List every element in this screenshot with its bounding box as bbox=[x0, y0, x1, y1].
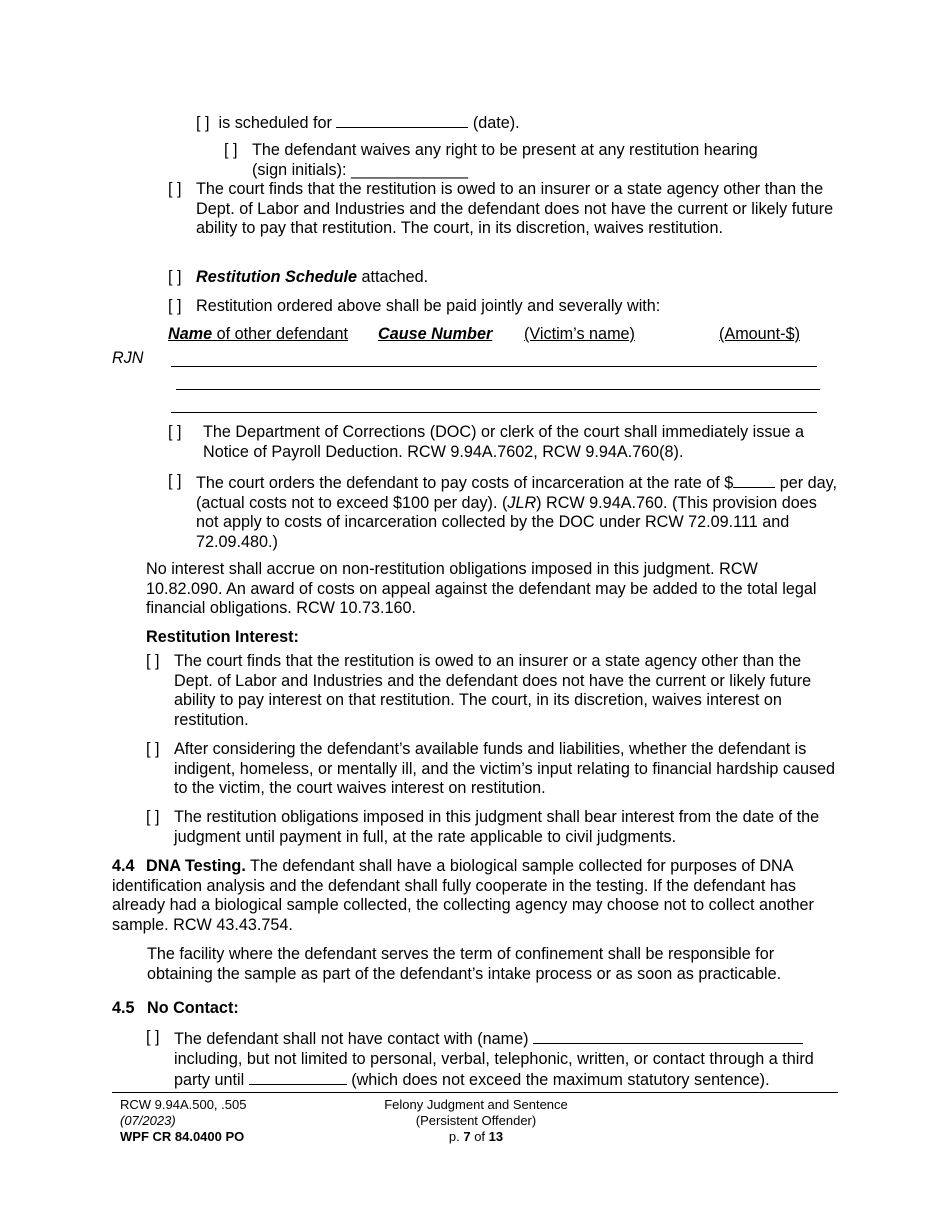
restitution-interest-heading: Restitution Interest: bbox=[146, 628, 299, 646]
no-contact-post: (which does not exceed the maximum statutory sentence). bbox=[351, 1071, 770, 1090]
scheduled-date-suffix: (date). bbox=[472, 114, 520, 132]
footer-center bbox=[376, 1097, 576, 1145]
waive-restitution-item bbox=[168, 180, 848, 239]
footer-date: (07/2023) bbox=[120, 1113, 176, 1128]
interest-item-insurer bbox=[146, 652, 840, 730]
col-name-bold: Name bbox=[168, 325, 213, 343]
waive-restitution-text: The court finds that the restitution is owed to an insurer or a state agency other than the Dept. of Labor and Industries and the defendant does not have the current or likely future ability to pay that restitution. The court, in its discretion, waives restitution. bbox=[196, 180, 834, 238]
joint-several-checkbox[interactable]: [ ] bbox=[168, 297, 182, 315]
col-victim-header: (Victim’s name) bbox=[524, 325, 635, 343]
no-contact-title: No Contact: bbox=[147, 999, 239, 1017]
scheduled-date-field[interactable] bbox=[336, 112, 468, 128]
scheduled-line bbox=[196, 112, 520, 134]
footer-left bbox=[120, 1097, 246, 1145]
dna-section-number: 4.4 bbox=[112, 857, 135, 875]
incarceration-rate-field[interactable] bbox=[733, 472, 775, 488]
initials-label: (sign initials): bbox=[252, 160, 347, 179]
restitution-schedule-title: Restitution Schedule bbox=[196, 268, 357, 286]
joint-several-text: Restitution ordered above shall be paid jointly and severally with: bbox=[196, 297, 661, 315]
no-interest-paragraph: No interest shall accrue on non-restitution obligations imposed in this judgment. RCW 10.82.090. An award of costs on appeal against the defendant may be added to the total legal financial obligations. RCW 10.73.160. bbox=[146, 560, 817, 617]
interest-bear-text: The restitution obligations imposed in this judgment shall bear interest from the date of the judgment until payment in full, at the rate applicable to civil judgments. bbox=[174, 808, 820, 846]
incarceration-text-b: per day, (actual costs not to exceed $100 per day). ( bbox=[196, 474, 837, 512]
interest-item-hardship bbox=[146, 740, 836, 799]
payroll-checkbox[interactable]: [ ] bbox=[168, 423, 182, 441]
dna-section bbox=[112, 857, 838, 935]
incarceration-checkbox[interactable]: [ ] bbox=[168, 472, 182, 490]
interest-insurer-text: The court finds that the restitution is owed to an insurer or a state agency other than the Dept. of Labor and Industries and the defendant does not have the current or likely future ability to pay interest on that restitution. The court, in its discretion, waives interest on restitution. bbox=[174, 652, 812, 729]
rjn-initials: RJN bbox=[112, 349, 144, 367]
interest-item-bear bbox=[146, 808, 836, 847]
no-contact-checkbox[interactable]: [ ] bbox=[146, 1028, 160, 1046]
col-cause-header bbox=[378, 325, 492, 345]
interest-insurer-checkbox[interactable]: [ ] bbox=[146, 652, 160, 670]
incarceration-text-a: The court orders the defendant to pay costs of incarceration at the rate of $ bbox=[196, 474, 734, 492]
footer-page-number: p. 7 of 13 bbox=[448, 1129, 504, 1144]
waive-hearing-checkbox[interactable]: [ ] bbox=[224, 141, 238, 159]
footer-form-number: WPF CR 84.0400 PO bbox=[120, 1129, 245, 1144]
dna-title: DNA Testing. bbox=[146, 857, 246, 875]
interest-hardship-text: After considering the defendant’s available funds and liabilities, whether the defendant is indigent, homeless, or mentally ill, and the victim’s input relating to financial hardship caused to the victim, the court waives interest on restitution. bbox=[174, 740, 836, 798]
no-contact-pre: The defendant shall not have contact with (name) bbox=[174, 1030, 529, 1048]
payroll-text: The Department of Corrections (DOC) or clerk of the court shall immediately issue a Notice of Payroll Deduction. RCW 9.94A.7602, RCW 9.94A.760(8). bbox=[203, 423, 804, 461]
scheduled-checkbox[interactable]: [ ] bbox=[196, 114, 210, 132]
col-name-header bbox=[168, 325, 348, 345]
restitution-schedule-rest: attached. bbox=[361, 268, 429, 286]
footer-subtitle: (Persistent Offender) bbox=[415, 1113, 537, 1128]
col-name-rest: of other defendant bbox=[212, 325, 348, 343]
dna-text: The defendant shall have a biological sample collected for purposes of DNA identification analysis and the defendant shall fully cooperate in the testing. If the defendant has already had a biological sample collected, the collecting agency may choose not to collect another sample. RCW 43.43.754. bbox=[112, 857, 814, 934]
joint-several-item bbox=[168, 297, 848, 317]
waive-hearing-item bbox=[224, 141, 824, 180]
footer-divider bbox=[112, 1092, 838, 1093]
incarceration-text-c: ) RCW 9.94A.760. (This provision does not apply to costs of incarceration collected by the DOC under RCW 72.09.111 and 72.09.480.) bbox=[196, 493, 817, 551]
restitution-schedule-checkbox[interactable]: [ ] bbox=[168, 268, 182, 286]
interest-bear-checkbox[interactable]: [ ] bbox=[146, 808, 160, 826]
no-contact-mid: including, but not limited to personal, verbal, telephonic, written, or contact through a third party until bbox=[174, 1049, 814, 1090]
col-cause-label: Cause Number bbox=[378, 325, 493, 343]
footer-rcw: RCW 9.94A.500, .505 bbox=[120, 1097, 247, 1112]
col-amount-header: (Amount-$) bbox=[719, 325, 800, 343]
incarceration-item bbox=[168, 472, 840, 552]
waive-restitution-checkbox[interactable]: [ ] bbox=[168, 180, 182, 198]
interest-hardship-checkbox[interactable]: [ ] bbox=[146, 740, 160, 758]
waive-hearing-text: The defendant waives any right to be present at any restitution hearing bbox=[252, 141, 758, 159]
no-contact-until-field[interactable] bbox=[249, 1069, 347, 1085]
restitution-schedule-item bbox=[168, 268, 848, 288]
jlr-abbrev: JLR bbox=[507, 493, 537, 512]
codefendant-line-3[interactable] bbox=[171, 412, 817, 413]
no-contact-item bbox=[146, 1028, 846, 1091]
no-contact-name-field[interactable] bbox=[533, 1028, 803, 1044]
footer-title: Felony Judgment and Sentence bbox=[384, 1097, 568, 1112]
codefendant-line-2[interactable] bbox=[176, 389, 820, 390]
codefendant-line-1[interactable] bbox=[171, 366, 817, 367]
no-contact-number: 4.5 bbox=[112, 999, 135, 1017]
dna-facility-paragraph: The facility where the defendant serves the term of confinement shall be responsible for obtaining the sample as part of the defendant’s intake process or as soon as practicable. bbox=[147, 945, 782, 983]
initials-field[interactable]: _____________ bbox=[350, 160, 469, 179]
scheduled-label: is scheduled for bbox=[218, 114, 332, 132]
payroll-item bbox=[168, 423, 848, 462]
